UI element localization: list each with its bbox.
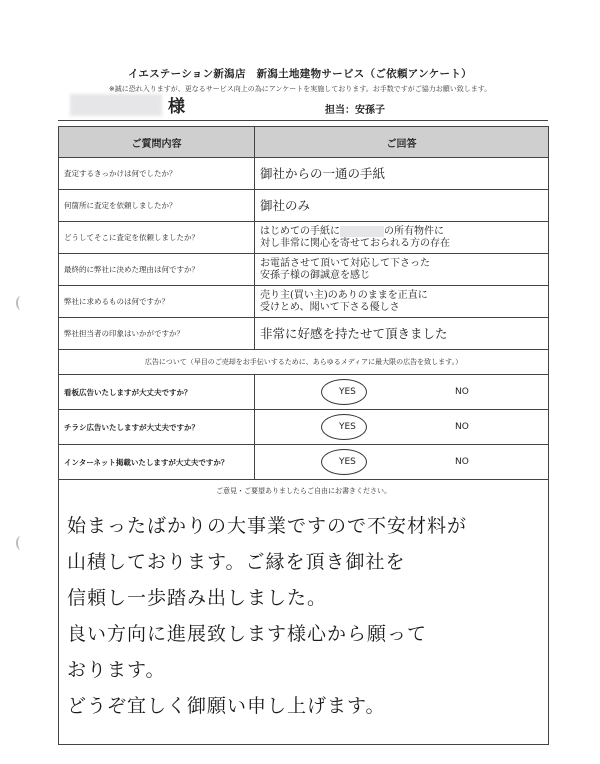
comment-line: 始まったばかりの大事業ですので不安材料が — [67, 515, 468, 537]
ad-options-cell — [255, 445, 549, 480]
binder-hole-mark — [16, 296, 26, 310]
answer-line: 安孫子様の御誠意を感じ — [260, 269, 370, 281]
answer-line: 受けとめ、聞いて下さる優しさ — [260, 301, 400, 313]
comment-line: どうぞ宜しく御願い申し上げます。 — [67, 695, 386, 717]
form-title: イエステーション新潟店 新潟土地建物サービス（ご依頼アンケート） — [128, 68, 472, 80]
answer-cell: 御社からの一通の手紙 — [255, 158, 549, 190]
ad-question-cell: チラシ広告いたしますが大丈夫ですか？ — [59, 410, 255, 445]
redacted-customer-name — [70, 94, 162, 116]
comment-line: 信頼し一歩踏み出しました。 — [67, 587, 328, 609]
free-comment-area[interactable] — [59, 502, 549, 745]
name-underline — [58, 120, 548, 121]
question-cell: 最終的に弊社に決めた理由は何ですか？ — [59, 254, 255, 286]
table-row — [59, 222, 549, 254]
survey-table — [58, 126, 549, 745]
binder-hole-mark — [16, 536, 26, 550]
comment-line: 山積しております。ご縁を頂き御社を — [67, 551, 406, 573]
answer-line: 対し非常に関心を寄せておられる方の存在 — [260, 237, 450, 249]
answer-line: はじめての手紙に — [260, 225, 340, 237]
ad-notice: 広告について（早目のご売却をお手伝いするために、あらゆるメディアに最大限の広告を致します。） — [59, 350, 549, 375]
answer-line: 売り主(買い主)のありのままを正直に — [260, 289, 428, 301]
answer-cell — [255, 254, 549, 286]
free-comment-heading: ご意見・ご要望ありましたらご自由にお書きください。 — [59, 480, 549, 503]
ad-question-cell: インターネット掲載いたしますが大丈夫ですか？ — [59, 445, 255, 480]
staff-name: 担当：安孫子 — [325, 105, 385, 116]
answer-cell: 御社のみ — [255, 190, 549, 222]
redacted-text — [340, 226, 384, 237]
ad-row — [59, 445, 549, 480]
table-row — [59, 318, 549, 350]
answer-cell — [255, 286, 549, 318]
question-cell: 弊社に求めるものは何ですか？ — [59, 286, 255, 318]
question-cell: どうしてそこに査定を依頼しましたか？ — [59, 222, 255, 254]
no-option[interactable]: NO — [455, 387, 469, 397]
ad-row — [59, 375, 549, 410]
answer-column-header: ご回答 — [255, 127, 549, 158]
ad-notice-row — [59, 350, 549, 375]
ad-options-cell — [255, 375, 549, 410]
free-comment-heading-row — [59, 480, 549, 503]
answer-line: の所有物件に — [384, 225, 444, 237]
table-row — [59, 190, 549, 222]
answer-cell: 非常に好感を持たせて頂きました — [255, 318, 549, 350]
yes-option[interactable]: YES — [339, 457, 356, 467]
honorific: 様 — [168, 97, 185, 117]
yes-option[interactable]: YES — [339, 387, 356, 397]
yes-option[interactable]: YES — [339, 422, 356, 432]
ad-row — [59, 410, 549, 445]
question-cell: 査定するきっかけは何でしたか？ — [59, 158, 255, 190]
question-cell: 何箇所に査定を依頼しましたか？ — [59, 190, 255, 222]
answer-line: お電話させて頂いて対応して下さった — [260, 257, 430, 269]
form-instructions: ※誠に恐れ入りますが、更なるサービス向上の為にアンケートを実施しております。お手数ですがご協力お願い致します。 — [108, 85, 492, 93]
table-row — [59, 286, 549, 318]
ad-options-cell — [255, 410, 549, 445]
question-column-header: ご質問内容 — [59, 127, 255, 158]
table-row — [59, 254, 549, 286]
table-header-row — [59, 127, 549, 158]
question-cell: 弊社担当者の印象はいかがですか？ — [59, 318, 255, 350]
comment-line: 良い方向に進展致します様心から願って — [67, 623, 428, 645]
ad-question-cell: 看板広告いたしますが大丈夫ですか？ — [59, 375, 255, 410]
free-comment-row — [59, 502, 549, 745]
table-row — [59, 158, 549, 190]
comment-line: おります。 — [67, 659, 166, 681]
no-option[interactable]: NO — [455, 422, 469, 432]
answer-cell — [255, 222, 549, 254]
no-option[interactable]: NO — [455, 457, 469, 467]
